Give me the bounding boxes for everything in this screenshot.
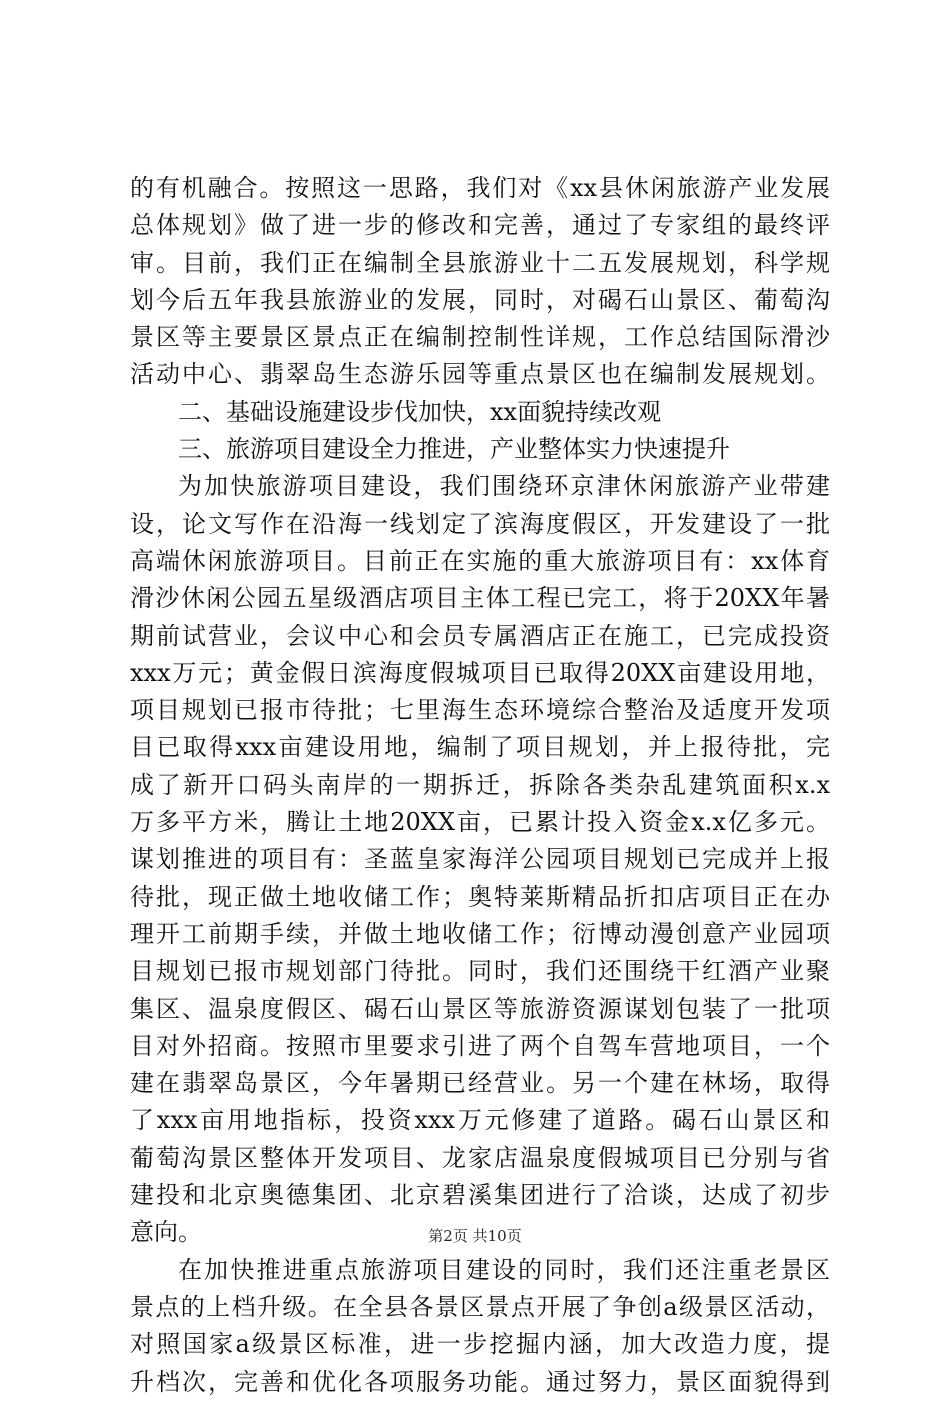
text-line: 对照国家a级景区标准，进一步挖掘内涵，加大改造力度，提 [130,1330,830,1359]
text-line: 目已取得xxx亩建设用地，编制了项目规划，并上报待批，完 [130,733,830,762]
section-heading-2: 二、基础设施建设步伐加快，xx面貌持续改观 [178,397,662,426]
document-body [130,170,830,1401]
text-line: 审。目前，我们正在编制全县旅游业十二五发展规划，科学规 [130,248,830,277]
text-line: 目规划已报市规划部门待批。同时，我们还围绕干红酒产业聚 [130,957,830,986]
text-line: 滑沙休闲公园五星级酒店项目主体工程已完工，将于20XX年暑 [130,584,830,613]
section-heading-3: 三、旅游项目建设全力推进，产业整体实力快速提升 [178,435,730,464]
text-line: 待批，现正做土地收储工作；奥特莱斯精品折扣店项目正在办 [130,882,830,911]
text-line: 谋划推进的项目有：圣蓝皇家海洋公园项目规划已完成并上报 [130,845,830,874]
text-line: 理开工前期手续，并做土地收储工作；衍博动漫创意产业园项 [130,919,830,948]
text-line: 的有机融合。按照这一思路，我们对《xx县休闲旅游产业发展 [130,174,830,202]
text-line: 总体规划》做了进一步的修改和完善，通过了专家组的最终评 [130,211,830,240]
text-line: 为加快旅游项目建设，我们围绕环京津休闲旅游产业带建 [178,472,830,501]
text-line: 在加快推进重点旅游项目建设的同时，我们还注重老景区 [178,1255,830,1284]
text-line: 了xxx亩用地指标，投资xxx万元修建了道路。碣石山景区和 [130,1106,830,1135]
text-line: xxx万元；黄金假日滨海度假城项目已取得20XX亩建设用地， [130,658,830,687]
text-line: 景点的上档升级。在全县各景区景点开展了争创a级景区活动， [130,1292,830,1321]
text-line: 成了新开口码头南岸的一期拆迁，拆除各类杂乱建筑面积x.x [130,770,830,799]
text-line: 建在翡翠岛景区，今年暑期已经营业。另一个建在林场，取得 [130,1069,830,1098]
text-line: 升档次，完善和优化各项服务功能。通过努力，景区面貌得到 [130,1367,830,1396]
text-line: 期前试营业，会议中心和会员专属酒店正在施工，已完成投资 [130,621,830,650]
text-line: 高端休闲旅游项目。目前正在实施的重大旅游项目有：xx体育 [130,546,830,575]
text-line: 意向。 [130,1218,202,1247]
text-line: 景区等主要景区景点正在编制控制性详规，工作总结国际滑沙 [130,323,830,352]
text-line: 集区、温泉度假区、碣石山景区等旅游资源谋划包装了一批项 [130,994,830,1023]
page-number-footer: 第2页 共10页 [428,1227,522,1245]
text-line: 万多平方米，腾让土地20XX亩，已累计投入资金x.x亿多元。 [130,808,830,837]
text-line: 项目规划已报市待批；七里海生态环境综合整治及适度开发项 [130,696,830,725]
text-line: 建投和北京奥德集团、北京碧溪集团进行了洽谈，达成了初步 [130,1181,830,1210]
text-line: 葡萄沟景区整体开发项目、龙家店温泉度假城项目已分别与省 [130,1143,830,1172]
text-line: 活动中心、翡翠岛生态游乐园等重点景区也在编制发展规划。 [130,360,830,389]
text-line: 目对外招商。按照市里要求引进了两个自驾车营地项目，一个 [130,1031,830,1060]
text-line: 划今后五年我县旅游业的发展，同时，对碣石山景区、葡萄沟 [130,285,830,314]
text-line: 设，论文写作在沿海一线划定了滨海度假区，开发建设了一批 [130,509,830,538]
